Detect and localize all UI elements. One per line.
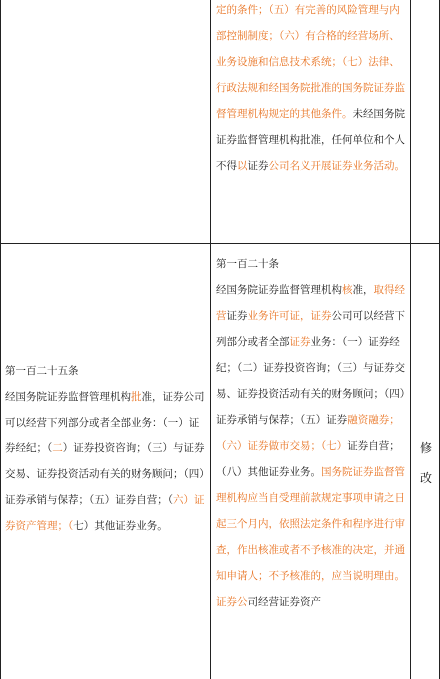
- row-divider: [1, 243, 439, 244]
- text-segment: 经国务院证券监督管理机构: [216, 284, 342, 296]
- text-segment: 证券: [226, 310, 248, 322]
- text-segment: 融资融券: [347, 414, 390, 426]
- text-segment: 准，证券公司可以经营下列部分或者全部业务：（一）证券经纪；（: [5, 390, 205, 455]
- text-segment: 取得经营: [216, 284, 405, 322]
- text-segment: 二: [52, 442, 63, 455]
- text-segment: 未经国务院证券监督管理机构批准，任何单位和个人不得: [216, 108, 405, 172]
- new-text-top: [216, 4, 405, 172]
- text-segment: 业务许可证，证券: [247, 310, 332, 322]
- text-segment: 公司可以经营下列部分或者全部: [216, 310, 405, 348]
- text-segment: ；（六）证券做市交易；（七）: [216, 414, 400, 452]
- text-segment: ）证券投资咨询；（三）与证券交易、证券投资活动有关的财务顾问；（四）证券承销与保荐；（五）证券自营；（: [5, 442, 205, 506]
- column-divider-2: [410, 0, 411, 679]
- text-segment: 六）证券资产管理；（: [5, 493, 205, 532]
- text-segment: 经国务院证券监督管理机构: [5, 390, 131, 403]
- note-char: 修: [419, 441, 432, 455]
- text-segment: 准，: [352, 284, 374, 296]
- new-article-text: [216, 284, 405, 608]
- text-segment: 以: [237, 160, 248, 172]
- text-segment: 国务院证券监督管理机构应当自受理前款规定事项申请之日起三个月内，依照法定条件和程序进行审查，作出核准或者不予核准的决定，并通知申请人；不予核准的，应当说明理由。: [216, 466, 405, 582]
- text-segment: 证券公: [216, 596, 248, 608]
- new-text-cell-top: [216, 0, 408, 179]
- new-article-title: 第一百二十条: [216, 258, 279, 270]
- text-segment: 证券自营；（八）其他证券业务。: [216, 440, 400, 478]
- text-segment: 七）其他证券业务。: [73, 519, 168, 532]
- change-note-text: [413, 433, 439, 493]
- old-article-text: [5, 391, 205, 532]
- change-note: [413, 433, 439, 493]
- text-segment: 证券: [289, 336, 311, 348]
- text-segment: 定的条件；（五）有完善的风险管理与内部控制制度；（六）有合格的经营场所、业务设施和信息技术系统；（七）法律、行政法规和经国务院批准的国务院证券监督管理机构规定的其他条件。: [216, 4, 405, 120]
- text-segment: 司经营证券资产: [247, 596, 321, 608]
- note-char: 改: [419, 471, 432, 485]
- text-segment: 证券: [247, 160, 269, 172]
- old-article-title: 第一百二十五条: [5, 365, 79, 377]
- text-segment: 业务：（一）证券经纪；（二）证券投资咨询；（三）与证券交易、证券投资活动有关的财务顾问；（四）证券承销与保荐；（五）证券: [216, 336, 405, 426]
- text-segment: 核: [342, 284, 353, 296]
- old-text-cell: [5, 359, 207, 540]
- column-divider-1: [210, 0, 211, 679]
- new-text-cell-bottom: [216, 251, 408, 615]
- text-segment: 公司名义开展证券业务活动。: [268, 160, 405, 172]
- text-segment: 批: [131, 390, 142, 403]
